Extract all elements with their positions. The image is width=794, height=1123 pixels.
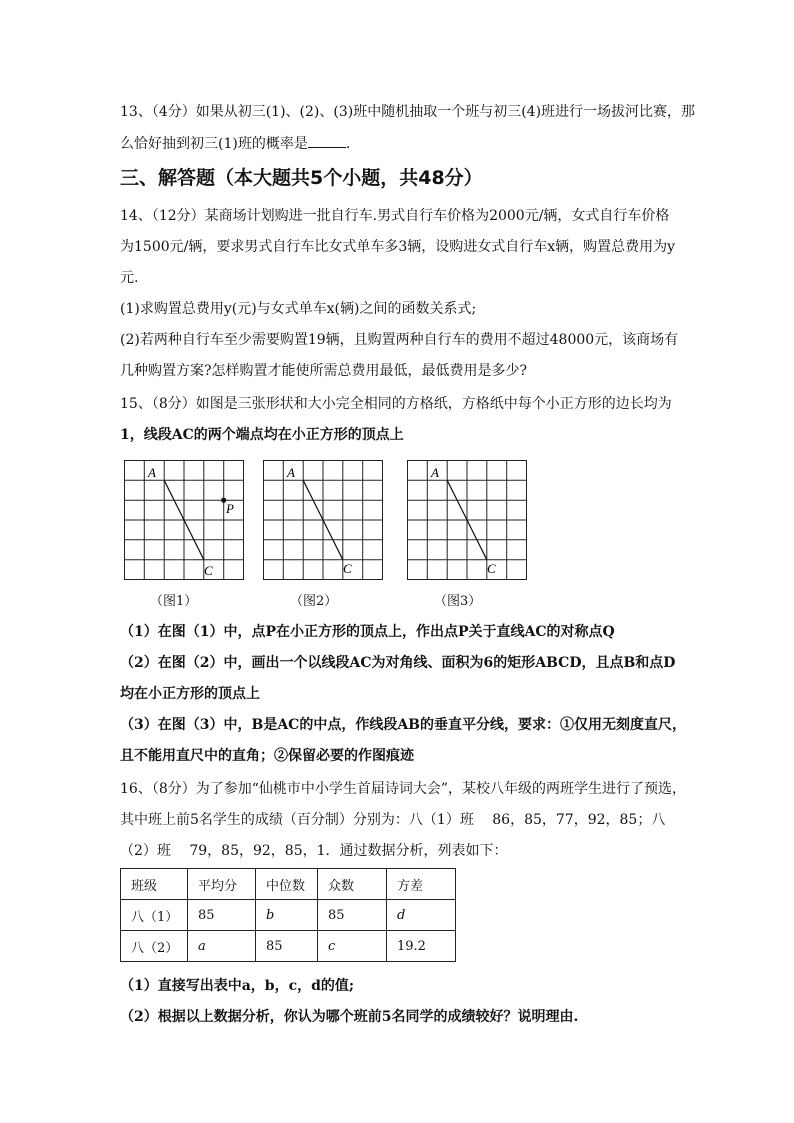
- q16-line2: 其中班上前5名学生的成绩（百分制）分别为：八（1）班 86，85，77，92，85；八: [120, 812, 666, 828]
- table-cell: 85: [256, 931, 318, 962]
- q15-part3-line1: （3）在图（3）中，B是AC的中点，作线段AB的垂直平分线，要求：①仅用无刻度直尺，: [120, 717, 687, 733]
- label-c: C: [204, 563, 213, 578]
- q13-line2: [120, 133, 350, 154]
- table-header-row: [121, 869, 456, 900]
- q15-line2: 1，线段AC的两个端点均在小正方形的顶点上: [120, 427, 404, 443]
- table-cell: 19.2: [387, 931, 456, 962]
- scores-table: [120, 868, 456, 962]
- figure-2-caption: （图2）: [290, 594, 338, 609]
- label-a: A: [431, 465, 439, 480]
- label-p: P: [226, 501, 234, 516]
- table-cell: 八（1）: [121, 900, 188, 931]
- header-cell: 平均分: [188, 869, 256, 900]
- header-cell: 方差: [387, 869, 456, 900]
- label-a: A: [287, 465, 295, 480]
- figure-3-caption: （图3）: [434, 594, 482, 609]
- table-cell: b: [256, 900, 318, 931]
- figure-1-caption: （图1）: [150, 594, 198, 609]
- table-cell: 85: [188, 900, 256, 931]
- q14-line2: 为1500元/辆，要求男式自行车比女式单车多3辆，设购进女式自行车x辆，购置总费用为y: [120, 239, 676, 255]
- q15-line1: 15、（8分）如图是三张形状和大小完全相同的方格纸，方格纸中每个小正方形的边长均为: [120, 396, 672, 412]
- table-cell: d: [387, 900, 456, 931]
- label-a: A: [148, 465, 156, 480]
- grid-figure-2: [257, 455, 387, 585]
- table-row: [121, 900, 456, 931]
- table-cell: 85: [318, 900, 387, 931]
- q16-part1: （1）直接写出表中a，b，c，d的值;: [120, 978, 355, 994]
- table-cell: a: [188, 931, 256, 962]
- q15-part3-line2: 且不能用直尺中的直角；②保留必要的作图痕迹: [120, 748, 414, 764]
- q14-part1: (1)求购置总费用y(元)与女式单车x(辆)之间的函数关系式;: [120, 301, 477, 317]
- q14-line1: 14、（12分）某商场计划购进一批自行车.男式自行车价格为2000元/辆，女式自行车价格: [120, 208, 670, 224]
- label-c: C: [487, 561, 496, 576]
- q16-line1: 16、（8分）为了参加“仙桃市中小学生首届诗词大会”，某校八年级的两班学生进行了预选，: [120, 781, 687, 797]
- q13-line1: 13、（4分）如果从初三(1)、(2)、(3)班中随机抽取一个班与初三(4)班进行一场拔河比赛，那: [120, 104, 696, 120]
- header-cell: 班级: [121, 869, 188, 900]
- q15-part1: （1）在图（1）中，点P在小正方形的顶点上，作出点P关于直线AC的对称点Q: [120, 624, 615, 640]
- q14-part2-line1: (2)若两种自行车至少需要购置19辆，且购置两种自行车的费用不超过48000元，该商场有: [120, 332, 679, 348]
- header-cell: 众数: [318, 869, 387, 900]
- q15-part2-line1: （2）在图（2）中，画出一个以线段AC为对角线、面积为6的矩形ABCD，且点B和点D: [120, 655, 676, 671]
- grid-figure-1: [118, 455, 248, 585]
- header-cell: 中位数: [256, 869, 318, 900]
- q14-part2-line2: 几种购置方案?怎样购置才能使所需总费用最低，最低费用是多少?: [120, 363, 528, 379]
- table-cell: c: [318, 931, 387, 962]
- table-cell: 八（2）: [121, 931, 188, 962]
- q13-line2-text: 么恰好抽到初三(1)班的概率是: [120, 136, 308, 152]
- q16-line3: （2）班 79，85，92，85，1．通过数据分析，列表如下：: [120, 843, 508, 859]
- grid-figure-3: [401, 455, 531, 585]
- table-row: [121, 931, 456, 962]
- q15-part2-line2: 均在小正方形的顶点上: [120, 686, 260, 702]
- label-c: C: [343, 561, 352, 576]
- q13-line2-end: .: [345, 136, 351, 152]
- q16-part2: （2）根据以上数据分析，你认为哪个班前5名同学的成绩较好？说明理由.: [120, 1009, 579, 1025]
- answer-blank: [308, 133, 346, 148]
- section-title: 三、解答题（本大题共5个小题，共48分）: [120, 167, 483, 189]
- q14-line3: 元.: [120, 270, 139, 286]
